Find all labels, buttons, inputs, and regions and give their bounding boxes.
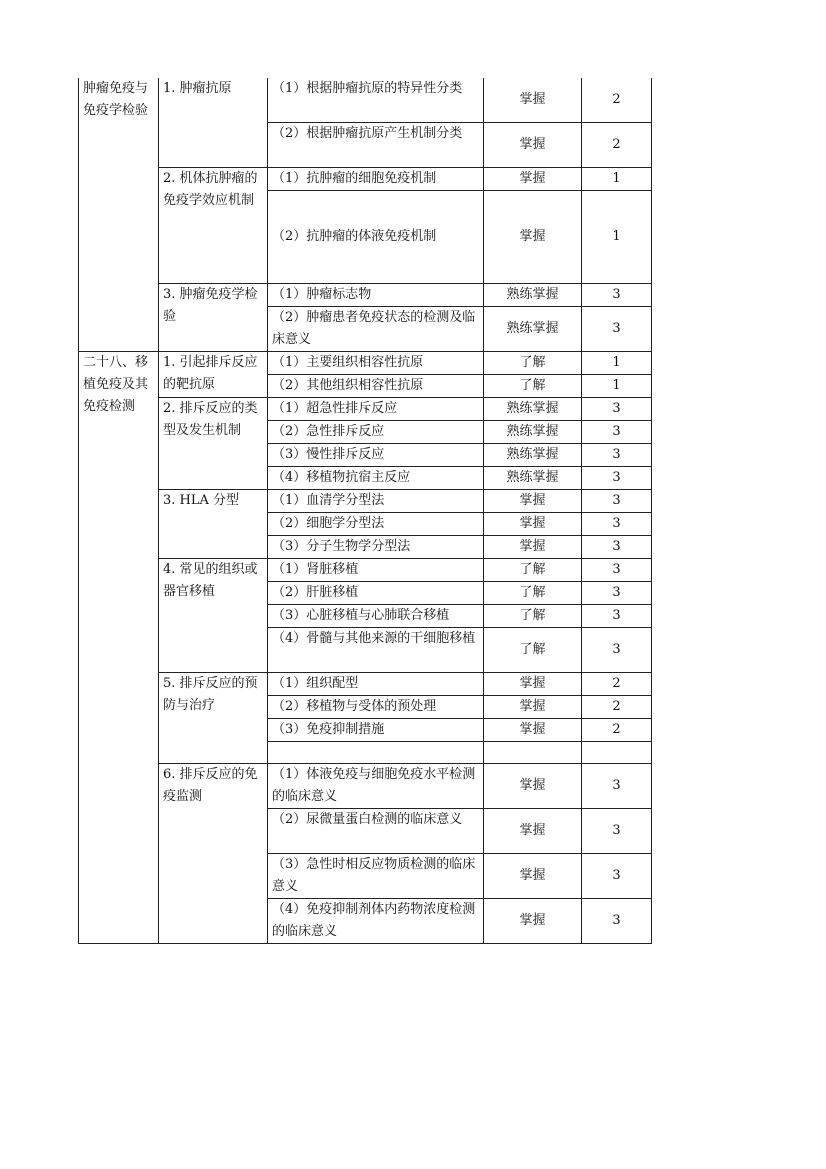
content-cell: （2）肿瘤患者免疫状态的检测及临床意义 bbox=[268, 306, 484, 351]
level-cell: 2 bbox=[582, 672, 652, 695]
level-cell: 3 bbox=[582, 853, 652, 898]
topic-cell: 1. 引起排斥反应的靶抗原 bbox=[159, 351, 268, 397]
level-cell: 3 bbox=[582, 420, 652, 443]
level-cell: 1 bbox=[582, 351, 652, 374]
content-cell: （1）主要组织相容性抗原 bbox=[268, 351, 484, 374]
topic-cell: 4. 常见的组织或器官移植 bbox=[159, 558, 268, 672]
content-cell: （4）免疫抑制剂体内药物浓度检测的临床意义 bbox=[268, 898, 484, 943]
content-cell: （1）血清学分型法 bbox=[268, 489, 484, 512]
level-cell: 2 bbox=[582, 122, 652, 167]
requirement-cell: 掌握 bbox=[484, 489, 582, 512]
content-cell: （2）其他组织相容性抗原 bbox=[268, 374, 484, 397]
topic-cell: 2. 排斥反应的类型及发生机制 bbox=[159, 397, 268, 489]
requirement-cell: 熟练掌握 bbox=[484, 306, 582, 351]
level-cell: 3 bbox=[582, 604, 652, 627]
topic-cell: 5. 排斥反应的预防与治疗 bbox=[159, 672, 268, 763]
content-cell: （2）尿微量蛋白检测的临床意义 bbox=[268, 808, 484, 853]
topic-cell: 1. 肿瘤抗原 bbox=[159, 78, 268, 167]
content-cell: （2）细胞学分型法 bbox=[268, 512, 484, 535]
topic-cell: 2. 机体抗肿瘤的免疫学效应机制 bbox=[159, 167, 268, 283]
content-cell: （3）心脏移植与心肺联合移植 bbox=[268, 604, 484, 627]
level-cell: 3 bbox=[582, 627, 652, 672]
requirement-cell: 掌握 bbox=[484, 122, 582, 167]
table-row bbox=[79, 283, 652, 306]
level-cell: 3 bbox=[582, 898, 652, 943]
requirement-cell bbox=[484, 741, 582, 763]
content-cell: （2）急性排斥反应 bbox=[268, 420, 484, 443]
unit-cell: 二十八、移植免疫及其免疫检测 bbox=[79, 351, 159, 943]
requirement-cell: 掌握 bbox=[484, 672, 582, 695]
syllabus-table bbox=[78, 78, 652, 944]
requirement-cell: 熟练掌握 bbox=[484, 466, 582, 489]
requirement-cell: 掌握 bbox=[484, 763, 582, 808]
requirement-cell: 掌握 bbox=[484, 808, 582, 853]
content-cell: （1）根据肿瘤抗原的特异性分类 bbox=[268, 78, 484, 122]
requirement-cell: 熟练掌握 bbox=[484, 443, 582, 466]
requirement-cell: 掌握 bbox=[484, 190, 582, 283]
content-cell: （1）肾脏移植 bbox=[268, 558, 484, 581]
table-row bbox=[79, 397, 652, 420]
content-cell: （2）肝脏移植 bbox=[268, 581, 484, 604]
content-cell: （2）抗肿瘤的体液免疫机制 bbox=[268, 190, 484, 283]
level-cell: 3 bbox=[582, 808, 652, 853]
requirement-cell: 了解 bbox=[484, 627, 582, 672]
level-cell: 1 bbox=[582, 190, 652, 283]
topic-cell: 3. 肿瘤免疫学检验 bbox=[159, 283, 268, 351]
content-cell bbox=[268, 741, 484, 763]
content-cell: （4）骨髓与其他来源的干细胞移植 bbox=[268, 627, 484, 672]
level-cell: 3 bbox=[582, 558, 652, 581]
requirement-cell: 掌握 bbox=[484, 898, 582, 943]
table-row bbox=[79, 167, 652, 190]
requirement-cell: 掌握 bbox=[484, 695, 582, 718]
requirement-cell: 熟练掌握 bbox=[484, 420, 582, 443]
content-cell: （3）分子生物学分型法 bbox=[268, 535, 484, 558]
table-row bbox=[79, 672, 652, 695]
content-cell: （1）抗肿瘤的细胞免疫机制 bbox=[268, 167, 484, 190]
requirement-cell: 了解 bbox=[484, 558, 582, 581]
requirement-cell: 掌握 bbox=[484, 78, 582, 122]
content-cell: （1）组织配型 bbox=[268, 672, 484, 695]
requirement-cell: 掌握 bbox=[484, 718, 582, 741]
requirement-cell: 掌握 bbox=[484, 167, 582, 190]
content-cell: （1）超急性排斥反应 bbox=[268, 397, 484, 420]
level-cell: 3 bbox=[582, 397, 652, 420]
content-cell: （1）肿瘤标志物 bbox=[268, 283, 484, 306]
topic-cell: 3. HLA 分型 bbox=[159, 489, 268, 558]
table-row bbox=[79, 351, 652, 374]
level-cell: 3 bbox=[582, 581, 652, 604]
content-cell: （3）慢性排斥反应 bbox=[268, 443, 484, 466]
level-cell: 3 bbox=[582, 283, 652, 306]
content-cell: （3）免疫抑制措施 bbox=[268, 718, 484, 741]
level-cell: 1 bbox=[582, 374, 652, 397]
content-cell: （3）急性时相反应物质检测的临床意义 bbox=[268, 853, 484, 898]
level-cell bbox=[582, 741, 652, 763]
table-row bbox=[79, 763, 652, 808]
requirement-cell: 了解 bbox=[484, 351, 582, 374]
level-cell: 1 bbox=[582, 167, 652, 190]
level-cell: 3 bbox=[582, 763, 652, 808]
requirement-cell: 掌握 bbox=[484, 535, 582, 558]
level-cell: 3 bbox=[582, 489, 652, 512]
content-cell: （2）根据肿瘤抗原产生机制分类 bbox=[268, 122, 484, 167]
requirement-cell: 了解 bbox=[484, 581, 582, 604]
syllabus-page bbox=[78, 78, 652, 944]
requirement-cell: 了解 bbox=[484, 374, 582, 397]
requirement-cell: 掌握 bbox=[484, 512, 582, 535]
level-cell: 2 bbox=[582, 718, 652, 741]
level-cell: 2 bbox=[582, 78, 652, 122]
table-row bbox=[79, 558, 652, 581]
level-cell: 3 bbox=[582, 512, 652, 535]
level-cell: 2 bbox=[582, 695, 652, 718]
requirement-cell: 熟练掌握 bbox=[484, 397, 582, 420]
topic-cell: 6. 排斥反应的免疫监测 bbox=[159, 763, 268, 943]
level-cell: 3 bbox=[582, 306, 652, 351]
requirement-cell: 了解 bbox=[484, 604, 582, 627]
table-row bbox=[79, 78, 652, 122]
requirement-cell: 熟练掌握 bbox=[484, 283, 582, 306]
content-cell: （2）移植物与受体的预处理 bbox=[268, 695, 484, 718]
requirement-cell: 掌握 bbox=[484, 853, 582, 898]
content-cell: （4）移植物抗宿主反应 bbox=[268, 466, 484, 489]
content-cell: （1）体液免疫与细胞免疫水平检测的临床意义 bbox=[268, 763, 484, 808]
unit-cell: 肿瘤免疫与免疫学检验 bbox=[79, 78, 159, 351]
level-cell: 3 bbox=[582, 466, 652, 489]
level-cell: 3 bbox=[582, 535, 652, 558]
table-row bbox=[79, 489, 652, 512]
level-cell: 3 bbox=[582, 443, 652, 466]
